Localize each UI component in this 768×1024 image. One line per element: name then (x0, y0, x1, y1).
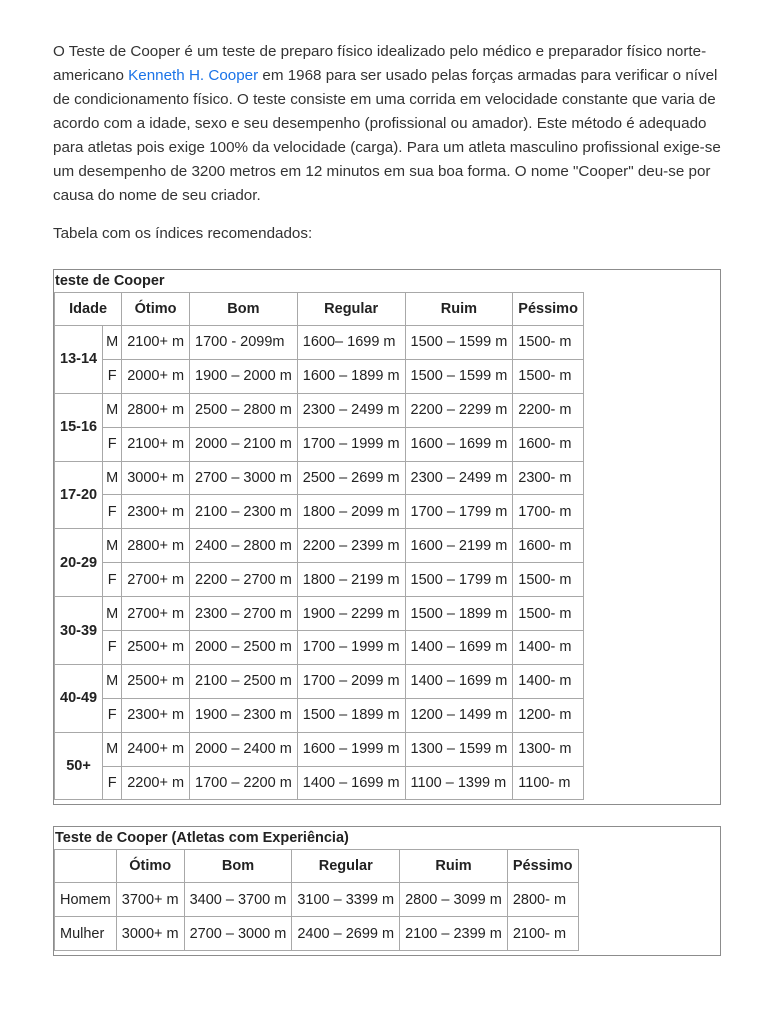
table-row (55, 664, 584, 698)
age-group-cell: 13-14 (55, 326, 103, 394)
table-row (55, 883, 579, 917)
table-row (55, 495, 584, 529)
value-cell: 2300 – 2499 m (405, 461, 513, 495)
sex-cell: F (103, 359, 122, 393)
athletes-table (54, 849, 579, 951)
value-cell: 2000 – 2500 m (190, 631, 298, 665)
sex-cell: F (103, 495, 122, 529)
value-cell: 1600- m (513, 529, 584, 563)
table-row (55, 393, 584, 427)
table-row (55, 698, 584, 732)
sex-cell: F (103, 766, 122, 800)
sex-cell: F (103, 631, 122, 665)
value-cell: 2400+ m (122, 732, 190, 766)
value-cell: 3000+ m (116, 917, 184, 951)
value-cell: 1700- m (513, 495, 584, 529)
value-cell: 1600 – 1699 m (405, 427, 513, 461)
age-group-cell: 15-16 (55, 393, 103, 461)
intro-text-start: O Teste de Cooper é um teste de preparo físico idealizado pelo médico e preparador físico norte-americano (53, 43, 707, 84)
value-cell: 3700+ m (116, 883, 184, 917)
table-row (55, 766, 584, 800)
header-regular: Regular (297, 293, 405, 326)
value-cell: 1400- m (513, 631, 584, 665)
value-cell: 1700 – 1999 m (297, 427, 405, 461)
value-cell: 3100 – 3399 m (292, 883, 400, 917)
age-group-cell: 40-49 (55, 664, 103, 732)
age-group-cell: 30-39 (55, 597, 103, 665)
value-cell: 2800+ m (122, 393, 190, 427)
value-cell: 2700+ m (122, 597, 190, 631)
intro-paragraph (53, 40, 723, 208)
table-row (55, 563, 584, 597)
value-cell: 2300 – 2499 m (297, 393, 405, 427)
value-cell: 2300 – 2700 m (190, 597, 298, 631)
value-cell: 2700+ m (122, 563, 190, 597)
value-cell: 2200 – 2299 m (405, 393, 513, 427)
sex-cell: M (103, 597, 122, 631)
sex-cell: M (103, 393, 122, 427)
value-cell: 1700 – 1799 m (405, 495, 513, 529)
value-cell: 1500 – 1799 m (405, 563, 513, 597)
athletes-table-body (55, 883, 579, 951)
table-row (55, 427, 584, 461)
value-cell: 2700 – 3000 m (184, 917, 292, 951)
header-bom: Bom (184, 850, 292, 883)
value-cell: 1600 – 1899 m (297, 359, 405, 393)
value-cell: 1700 - 2099m (190, 326, 298, 360)
header-otimo: Ótimo (116, 850, 184, 883)
table-row (55, 461, 584, 495)
value-cell: 2200 – 2700 m (190, 563, 298, 597)
kenneth-cooper-link[interactable]: Kenneth H. Cooper (128, 67, 259, 84)
value-cell: 1500 – 1899 m (405, 597, 513, 631)
cooper-table-header-row (55, 293, 584, 326)
value-cell: 1500- m (513, 563, 584, 597)
cooper-table-caption: teste de Cooper (55, 273, 165, 289)
intro-text-end: em 1968 para ser usado pelas forças armadas para verificar o nível de condicionamento físico. O teste consiste em uma corrida em velocidade constante que varia de acordo com a idade, sexo e seu desempenho (profissional ou amador). Este método é adequado para atletas pois exige 100% da velocidade (carga). Para um atleta masculino profissional exige-se um desempenho de 3200 metros em 12 minutos em sua boa forma. O nome "Cooper" deu-se por causa do nome de seu criador. (53, 67, 721, 204)
age-group-cell: 20-29 (55, 529, 103, 597)
value-cell: 2500 – 2699 m (297, 461, 405, 495)
value-cell: 2200+ m (122, 766, 190, 800)
age-group-cell: 17-20 (55, 461, 103, 529)
value-cell: 2800- m (507, 883, 578, 917)
header-ruim: Ruim (400, 850, 508, 883)
value-cell: 1700 – 1999 m (297, 631, 405, 665)
value-cell: 2200- m (513, 393, 584, 427)
table-row (55, 732, 584, 766)
cooper-table (54, 292, 584, 800)
sex-cell: F (103, 563, 122, 597)
value-cell: 2500 – 2800 m (190, 393, 298, 427)
table-row (55, 631, 584, 665)
value-cell: 2100+ m (122, 326, 190, 360)
value-cell: 1200- m (513, 698, 584, 732)
value-cell: 1500 – 1599 m (405, 359, 513, 393)
value-cell: 1300- m (513, 732, 584, 766)
value-cell: 1500 – 1899 m (297, 698, 405, 732)
header-bom: Bom (190, 293, 298, 326)
sex-cell: M (103, 732, 122, 766)
value-cell: 2300+ m (122, 698, 190, 732)
sex-cell: M (103, 326, 122, 360)
value-cell: 3000+ m (122, 461, 190, 495)
value-cell: 1200 – 1499 m (405, 698, 513, 732)
value-cell: 2500+ m (122, 631, 190, 665)
sex-cell: M (103, 664, 122, 698)
value-cell: 2400 – 2699 m (292, 917, 400, 951)
athlete-gender-cell: Homem (55, 883, 117, 917)
cooper-table-frame (53, 269, 721, 805)
value-cell: 1400- m (513, 664, 584, 698)
header-pessimo: Péssimo (513, 293, 584, 326)
value-cell: 2100- m (507, 917, 578, 951)
sex-cell: M (103, 529, 122, 563)
value-cell: 1600- m (513, 427, 584, 461)
age-group-cell: 50+ (55, 732, 103, 800)
header-regular: Regular (292, 850, 400, 883)
value-cell: 1500- m (513, 326, 584, 360)
value-cell: 1900 – 2299 m (297, 597, 405, 631)
table-row (55, 529, 584, 563)
sex-cell: M (103, 461, 122, 495)
value-cell: 1700 – 2200 m (190, 766, 298, 800)
cooper-table-body (55, 326, 584, 800)
value-cell: 1800 – 2099 m (297, 495, 405, 529)
value-cell: 2000 – 2400 m (190, 732, 298, 766)
value-cell: 1300 – 1599 m (405, 732, 513, 766)
value-cell: 2800 – 3099 m (400, 883, 508, 917)
value-cell: 1900 – 2300 m (190, 698, 298, 732)
value-cell: 2200 – 2399 m (297, 529, 405, 563)
table-row (55, 917, 579, 951)
value-cell: 2400 – 2800 m (190, 529, 298, 563)
value-cell: 1800 – 2199 m (297, 563, 405, 597)
table-row (55, 359, 584, 393)
value-cell: 1500- m (513, 597, 584, 631)
value-cell: 2100 – 2399 m (400, 917, 508, 951)
value-cell: 2800+ m (122, 529, 190, 563)
athlete-gender-cell: Mulher (55, 917, 117, 951)
athletes-table-frame (53, 826, 721, 956)
value-cell: 1600 – 1999 m (297, 732, 405, 766)
athletes-table-caption: Teste de Cooper (Atletas com Experiência) (55, 830, 349, 846)
value-cell: 2100 – 2500 m (190, 664, 298, 698)
sex-cell: F (103, 698, 122, 732)
value-cell: 1400 – 1699 m (405, 664, 513, 698)
table-row (55, 597, 584, 631)
value-cell: 1600– 1699 m (297, 326, 405, 360)
value-cell: 1600 – 2199 m (405, 529, 513, 563)
value-cell: 1100 – 1399 m (405, 766, 513, 800)
value-cell: 1400 – 1699 m (297, 766, 405, 800)
value-cell: 2000 – 2100 m (190, 427, 298, 461)
value-cell: 3400 – 3700 m (184, 883, 292, 917)
value-cell: 2300- m (513, 461, 584, 495)
sex-cell: F (103, 427, 122, 461)
value-cell: 1100- m (513, 766, 584, 800)
header-empty (55, 850, 117, 883)
value-cell: 2000+ m (122, 359, 190, 393)
value-cell: 2700 – 3000 m (190, 461, 298, 495)
athletes-table-header-row (55, 850, 579, 883)
header-idade: Idade (55, 293, 122, 326)
value-cell: 2100+ m (122, 427, 190, 461)
header-pessimo: Péssimo (507, 850, 578, 883)
value-cell: 1500 – 1599 m (405, 326, 513, 360)
value-cell: 1500- m (513, 359, 584, 393)
table-intro-text: Tabela com os índices recomendados: (53, 225, 313, 242)
value-cell: 2100 – 2300 m (190, 495, 298, 529)
value-cell: 1900 – 2000 m (190, 359, 298, 393)
value-cell: 1700 – 2099 m (297, 664, 405, 698)
value-cell: 1400 – 1699 m (405, 631, 513, 665)
header-otimo: Ótimo (122, 293, 190, 326)
header-ruim: Ruim (405, 293, 513, 326)
value-cell: 2300+ m (122, 495, 190, 529)
table-row (55, 326, 584, 360)
value-cell: 2500+ m (122, 664, 190, 698)
